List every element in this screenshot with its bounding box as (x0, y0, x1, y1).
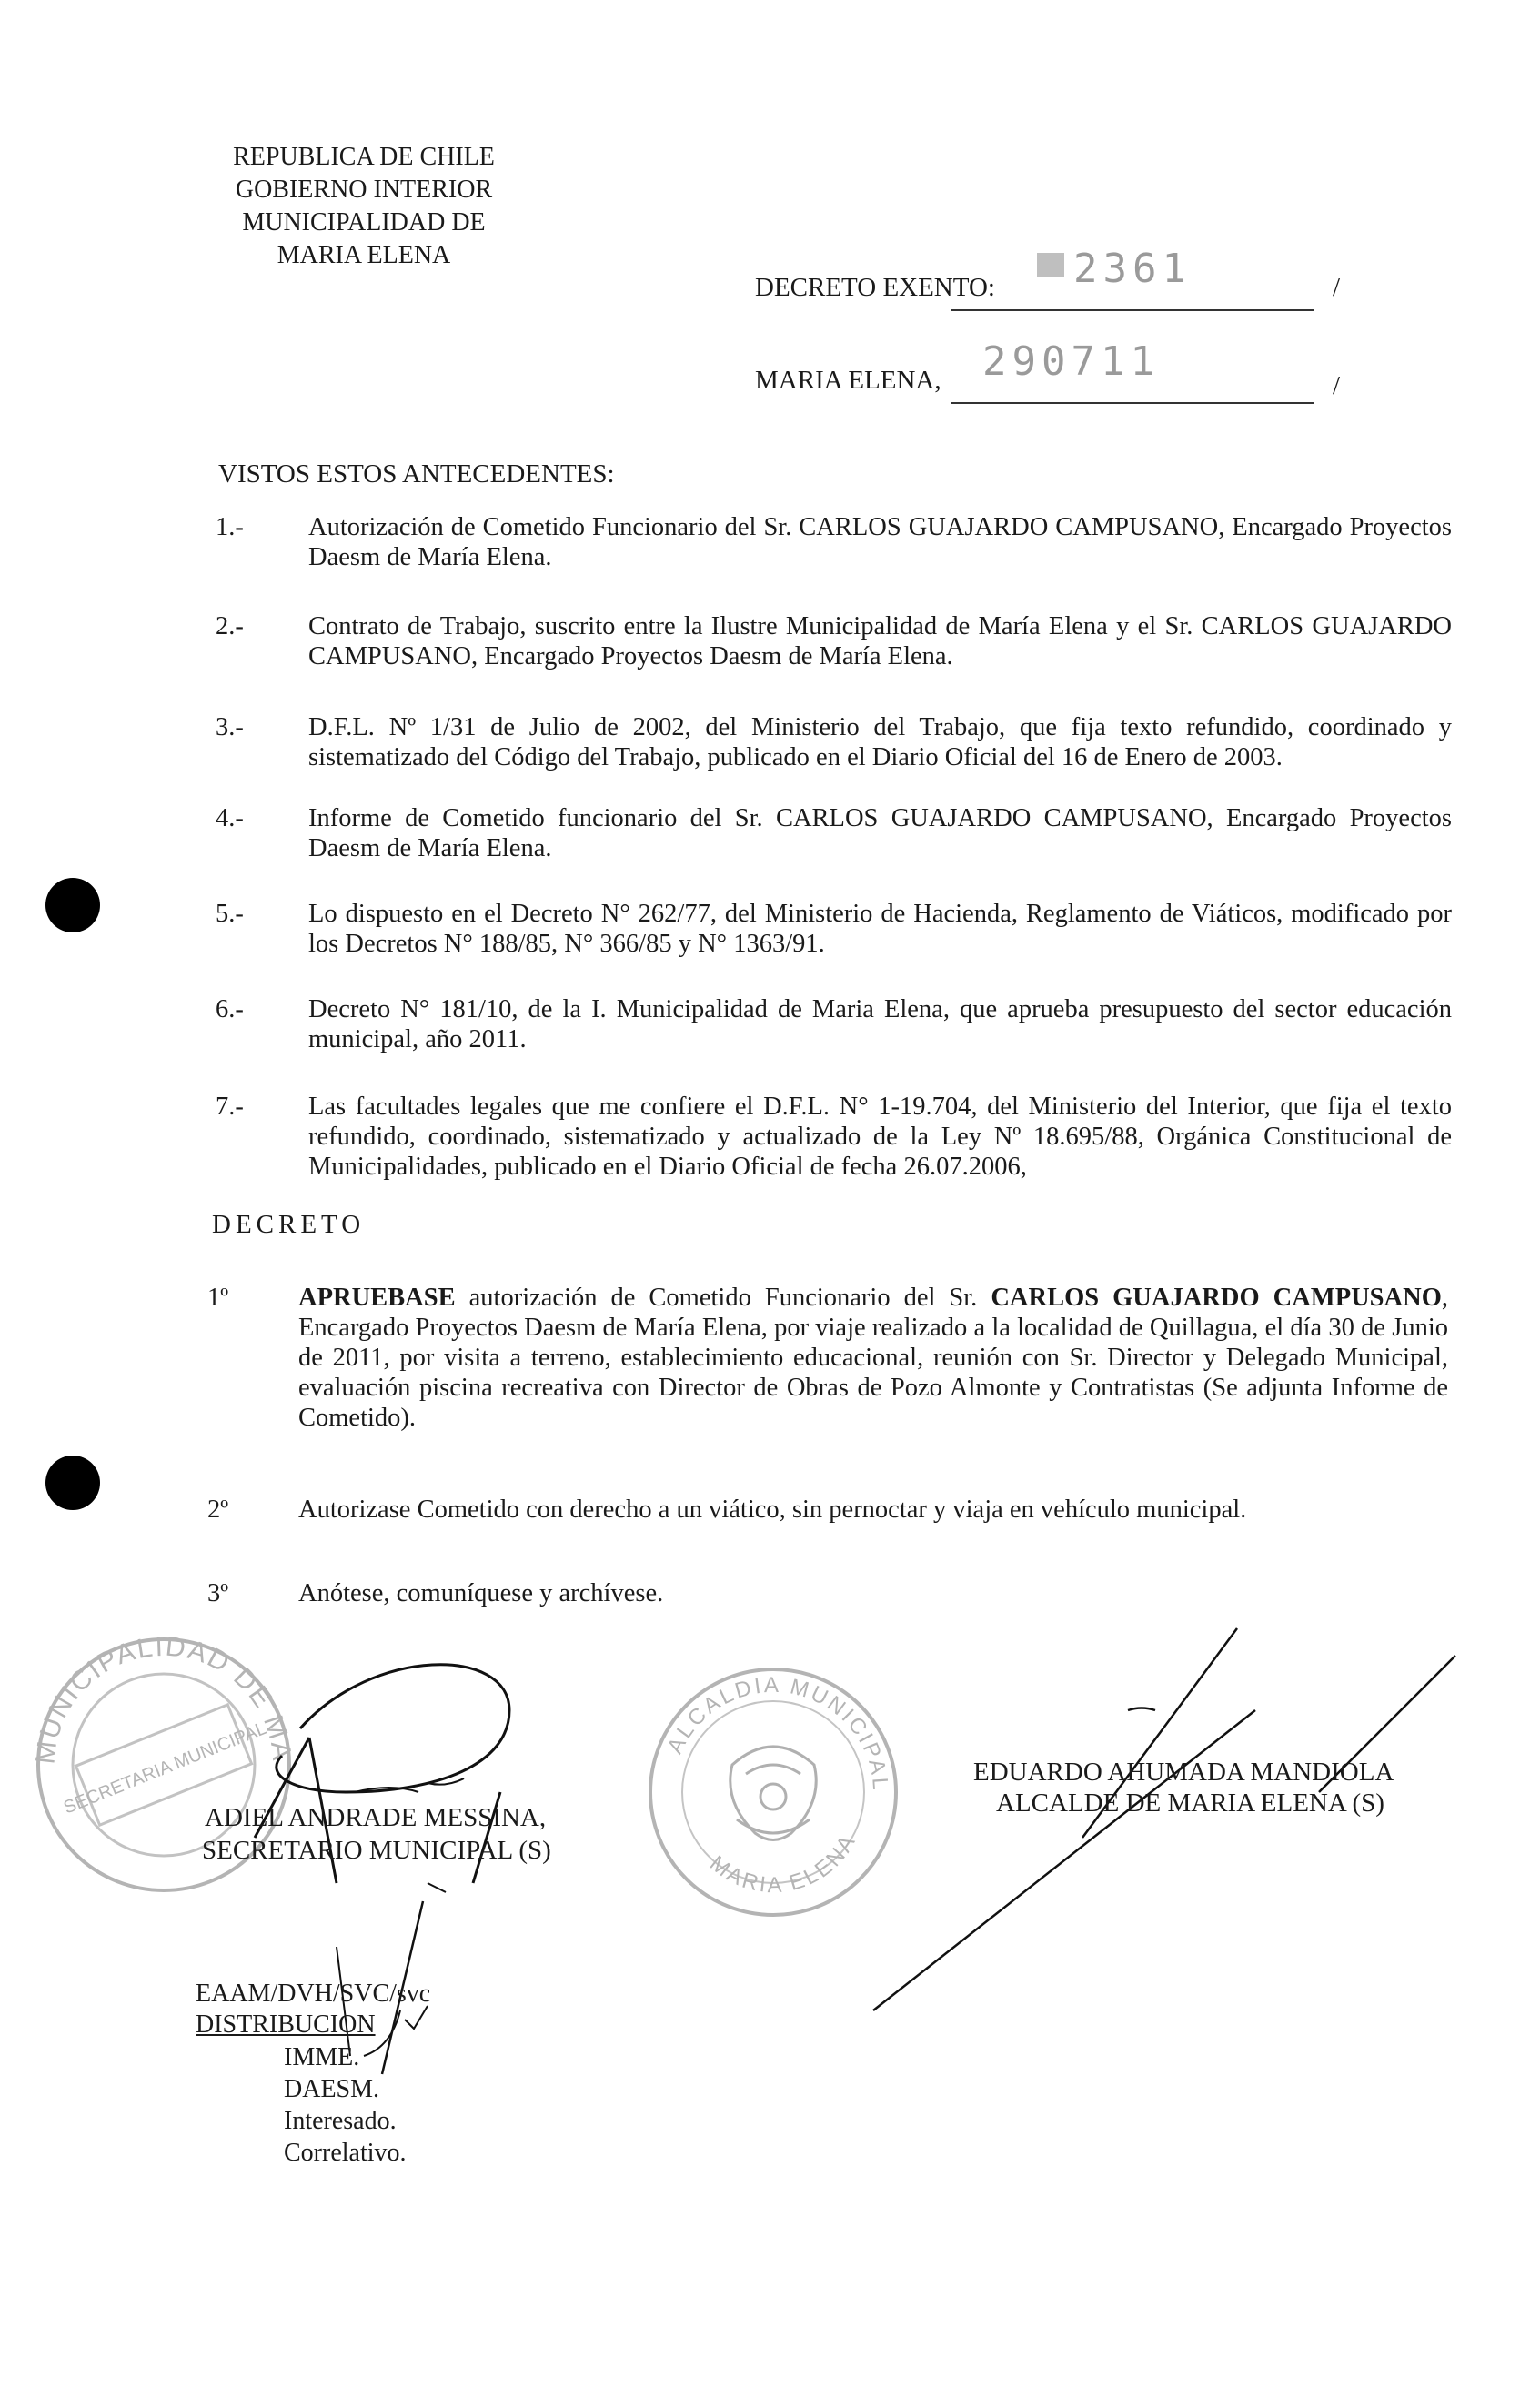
date-slash: / (1333, 371, 1341, 400)
initials: EAAM/DVH/SVC/svc (196, 1980, 431, 2008)
seal-top-text: ALCALDIA MUNICIPAL (662, 1672, 893, 1794)
visto-number: 6.- (216, 995, 244, 1023)
decree-number-stamp-block (1037, 253, 1064, 277)
resolution-number: 3º (207, 1579, 229, 1607)
visto-number: 3.- (216, 713, 244, 741)
resolution-text: Autorizase Cometido con derecho a un viático, sin pernoctar y viaja en vehículo municipal. (298, 1496, 1247, 1524)
secretary-stamp-outer-text: MUNICIPALIDAD DE MARIA ELENA (7, 1596, 297, 1766)
visto-number: 2.- (216, 612, 244, 640)
visto-number: 1.- (216, 513, 244, 541)
distribution-item: DAESM. (284, 2075, 380, 2103)
date-value: 290711 (982, 338, 1160, 385)
visto-number: 5.- (216, 900, 244, 928)
visto-text: D.F.L. Nº 1/31 de Julio de 2002, del Ministerio del Trabajo, que fija texto refundido, coordinado y sistematizado del Código del Trabajo, publicado en el Diario Oficial del 16 de Enero de 2003. (308, 713, 1452, 771)
visto-text: Contrato de Trabajo, suscrito entre la Ilustre Municipalidad de María Elena y el Sr. CARLOS GUAJARDO CAMPUSANO, Encargado Proyectos Daesm de María Elena. (308, 612, 1452, 670)
issuer-header (209, 141, 518, 272)
visto-text: Lo dispuesto en el Decreto N° 262/77, del Ministerio de Hacienda, Reglamento de Viáticos, modificado por los Decretos N° 188/85, N° 366/85 y N° 1363/91. (308, 900, 1452, 958)
decree-number-slash: / (1333, 273, 1341, 302)
visto-text: Informe de Cometido funcionario del Sr. CARLOS GUAJARDO CAMPUSANO, Encargado Proyectos Daesm de María Elena. (308, 804, 1452, 862)
header-line-country: REPUBLICA DE CHILE (233, 143, 495, 171)
visto-text: Las facultades legales que me confiere el D.F.L. N° 1-19.704, del Ministerio del Interior, que fija el texto refundido, coordinado, sistematizado y actualizado de la Ley Nº 18.695/88, Orgánica Constitucional de Municipalidades, publicado en el Diario Oficial de fecha 26.07.2006, (308, 1093, 1452, 1181)
resolution-number: 1º (207, 1284, 229, 1312)
mayor-name: EDUARDO AHUMADA MANDIOLA (973, 1758, 1394, 1787)
header-line-municipality: MUNICIPALIDAD DE (242, 208, 486, 237)
header-line-city: MARIA ELENA (277, 241, 451, 269)
visto-number: 4.- (216, 804, 244, 832)
secretary-name: ADIEL ANDRADE MESSINA, (205, 1803, 547, 1832)
approval-keyword: APRUEBASE (298, 1284, 456, 1312)
decree-number-label: DECRETO EXENTO: (755, 273, 995, 302)
date-label: MARIA ELENA, (755, 366, 941, 395)
official-name: CARLOS GUAJARDO CAMPUSANO (991, 1284, 1442, 1312)
visto-text: Decreto N° 181/10, de la I. Municipalidad de Maria Elena, que aprueba presupuesto del sector educación municipal, año 2011. (308, 995, 1452, 1053)
distribution-item: Correlativo. (284, 2139, 407, 2167)
header-line-government: GOBIERNO INTERIOR (235, 176, 493, 204)
hole-punch (45, 878, 100, 932)
coat-of-arms-icon (730, 1747, 816, 1840)
seal-bottom-text: MARIA ELENA (705, 1829, 861, 1899)
mayor-signature (855, 1619, 1483, 2038)
secretary-stamp-inner-text: SECRETARIA MUNICIPAL (60, 1718, 270, 1819)
mayor-title: ALCALDE DE MARIA ELENA (S) (996, 1788, 1384, 1818)
distribution-label: DISTRIBUCION (196, 2010, 376, 2039)
vistos-heading: VISTOS ESTOS ANTECEDENTES: (218, 459, 615, 489)
hole-punch (45, 1456, 100, 1510)
decree-number-value: 2361 (1073, 246, 1192, 292)
decreto-heading: DECRETO (212, 1210, 366, 1239)
resolution-text: APRUEBASE autorización de Cometido Funcionario del Sr. CARLOS GUAJARDO CAMPUSANO, Encargado Proyectos Daesm de María Elena, por viaje realizado a la localidad de Quillagua, el día 30 de Junio de 2011, por visita a terreno, establecimiento educacional, reunión con Sr. Director y Delegado Municipal, evaluación piscina recreativa con Director de Obras de Pozo Almonte y Contratistas (Se adjunta Informe de Cometido). (298, 1284, 1448, 1432)
resolution-number: 2º (207, 1496, 229, 1524)
visto-text: Autorización de Cometido Funcionario del Sr. CARLOS GUAJARDO CAMPUSANO, Encargado Proyectos Daesm de María Elena. (308, 513, 1452, 571)
distribution-item: Interesado. (284, 2107, 397, 2135)
distribution-item: IMME. (284, 2043, 360, 2071)
svg-text:MARIA ELENA (705, 1829, 861, 1898)
resolution-text: Anótese, comuníquese y archívese. (298, 1579, 664, 1607)
visto-number: 7.- (216, 1093, 244, 1121)
secretary-title: SECRETARIO MUNICIPAL (S) (202, 1836, 551, 1865)
